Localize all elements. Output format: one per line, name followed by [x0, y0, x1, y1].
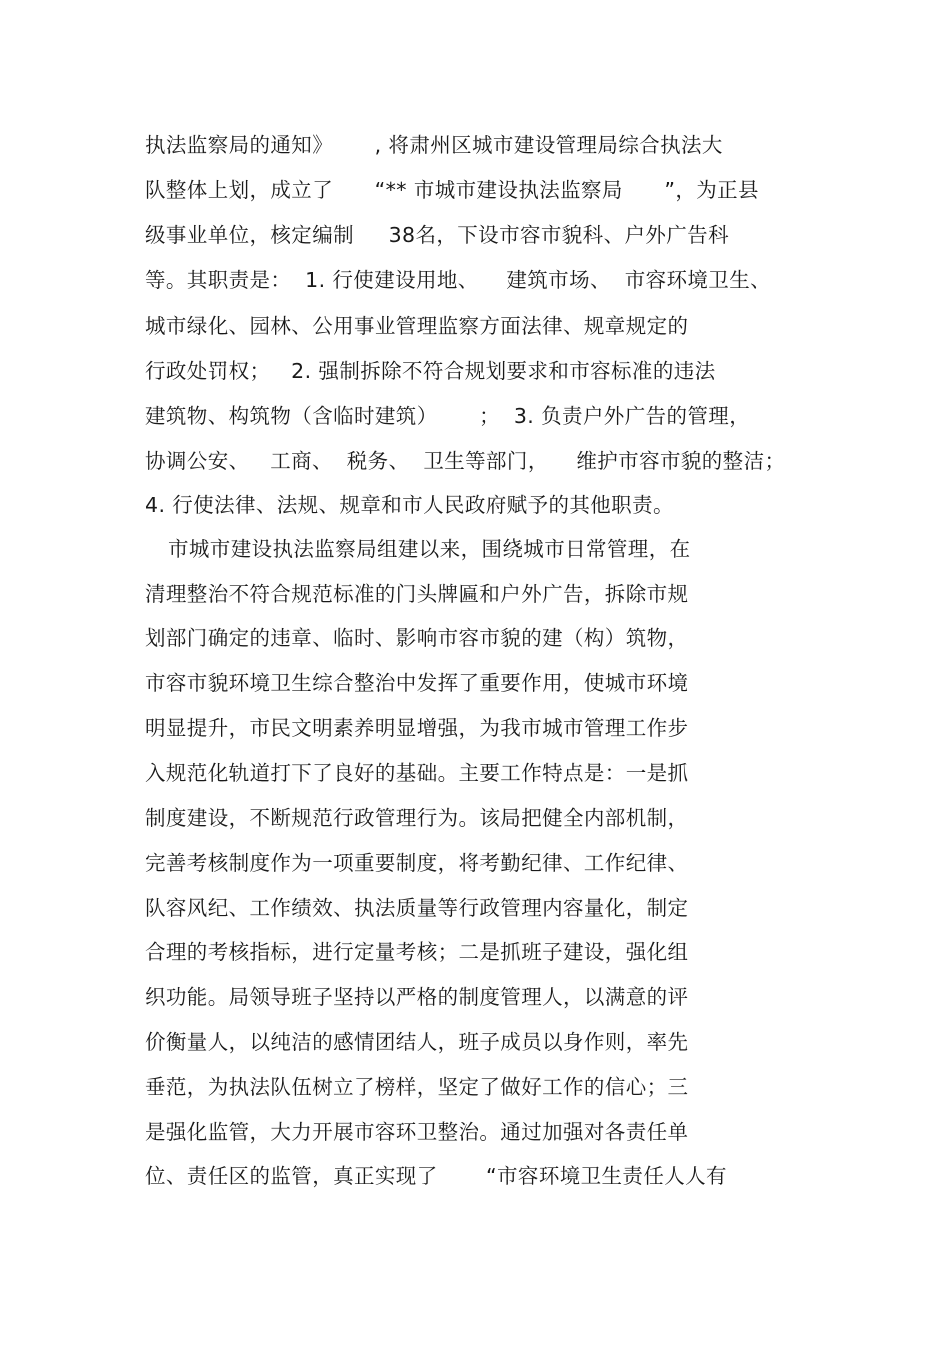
text-line: 合理的考核指标，进行定量考核；二是抓班子建设，强化组	[145, 940, 689, 964]
text-line: 行政处罚权； 2. 强制拆除不符合规划要求和市容标准的违法	[145, 359, 716, 383]
text-line: 价衡量人，以纯洁的感情团结人，班子成员以身作则，率先	[145, 1030, 689, 1054]
text-line: 市容市貌环境卫生综合整治中发挥了重要作用，使城市环境	[145, 671, 689, 695]
text-line: 城市绿化、园林、公用事业管理监察方面法律、规章规定的	[145, 314, 689, 338]
text-line: 明显提升，市民文明素养明显增强，为我市城市管理工作步	[145, 716, 689, 740]
text-line: 清理整治不符合规范标准的门头牌匾和户外广告，拆除市规	[145, 582, 689, 606]
text-line: 入规范化轨道打下了良好的基础。主要工作特点是：一是抓	[145, 761, 689, 785]
text-line: 队容风纪、工作绩效、执法质量等行政管理内容量化，制定	[145, 896, 689, 920]
text-line: 等。其职责是： 1. 行使建设用地、 建筑市场、 市容环境卫生、	[145, 268, 772, 292]
text-line: 垂范，为执法队伍树立了榜样，坚定了做好工作的信心；三	[145, 1075, 689, 1099]
text-line: 制度建设，不断规范行政管理行为。该局把健全内部机制，	[145, 806, 689, 830]
text-line: 划部门确定的违章、临时、影响市容市貌的建（构）筑物，	[145, 626, 689, 650]
text-line: 织功能。局领导班子坚持以严格的制度管理人，以满意的评	[145, 985, 689, 1009]
text-line: 协调公安、 工商、 税务、 卫生等部门， 维护市容市貌的整洁；	[145, 449, 786, 473]
text-line: 执法监察局的通知》 , 将肃州区城市建设管理局综合执法大	[145, 133, 723, 157]
text-line: 是强化监管，大力开展市容环卫整治。通过加强对各责任单	[145, 1120, 689, 1144]
text-line: 队整体上划，成立了 “** 市城市建设执法监察局 ”，为正县	[145, 178, 759, 202]
text-line: 位、责任区的监管，真正实现了 “市容环境卫生责任人人有	[145, 1164, 727, 1188]
text-line: 建筑物、构筑物（含临时建筑） ； 3. 负责户外广告的管理，	[145, 404, 751, 428]
paragraph-first-line: 市城市建设执法监察局组建以来，围绕城市日常管理，在	[168, 537, 691, 561]
text-line: 完善考核制度作为一项重要制度，将考勤纪律、工作纪律、	[145, 851, 689, 875]
text-line: 4. 行使法律、法规、规章和市人民政府赋予的其他职责。	[145, 493, 674, 517]
text-line: 级事业单位，核定编制 38名，下设市容市貌科、户外广告科	[145, 223, 729, 247]
